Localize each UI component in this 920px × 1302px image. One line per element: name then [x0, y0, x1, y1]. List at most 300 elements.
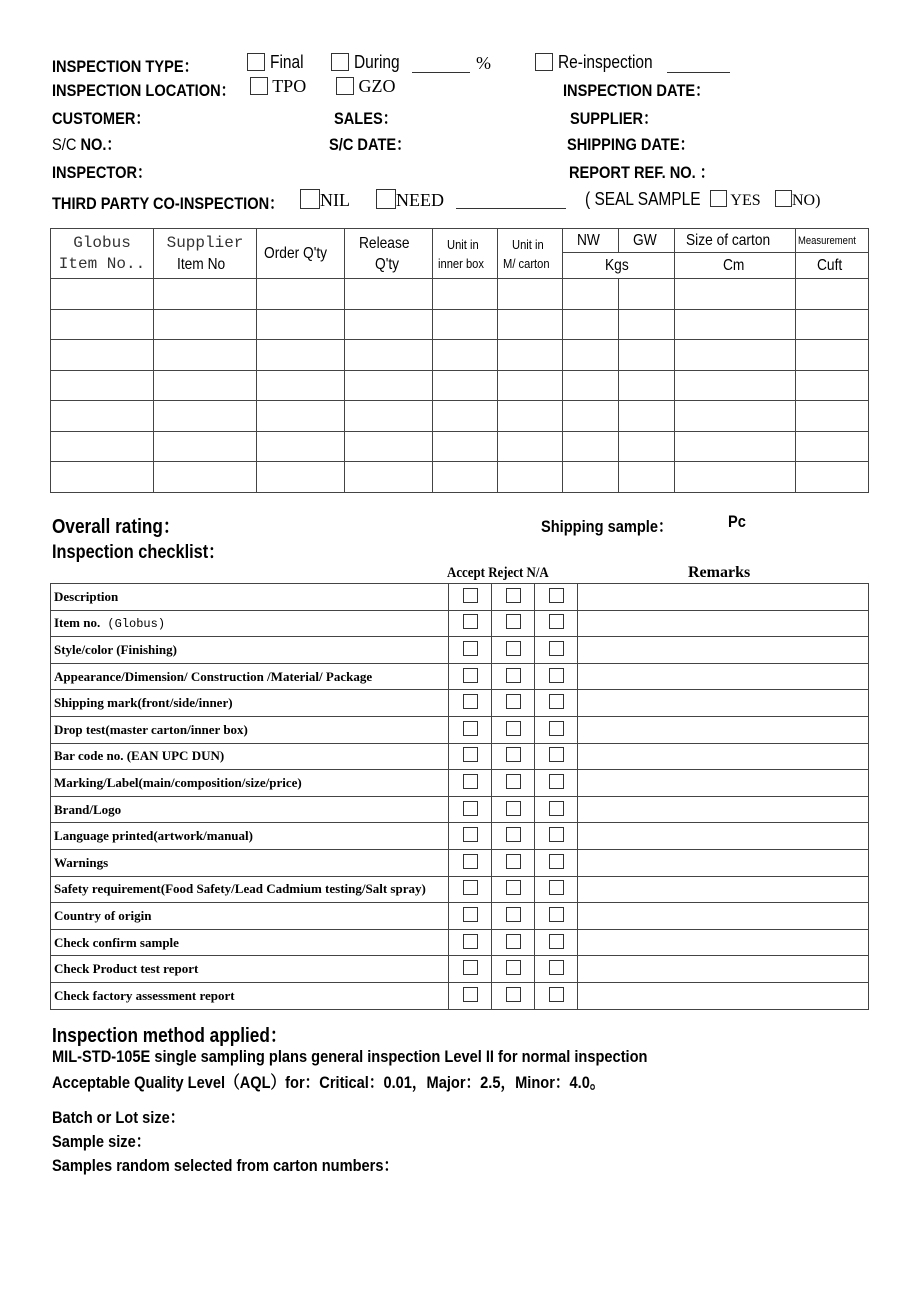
- checklist-item-label: [51, 663, 449, 690]
- checklist-item-label: [51, 982, 449, 1009]
- header-release-qty: [345, 229, 433, 279]
- accept-checkbox[interactable]: [463, 907, 478, 922]
- method-line-2-text: Acceptable Quality Level（AQL）for：Critical：0.01，Major：2.5，Minor：4.0。: [52, 1073, 605, 1092]
- item-cell[interactable]: [257, 340, 345, 371]
- checklist-item-text: Country of origin: [54, 907, 152, 923]
- accept-checkbox[interactable]: [463, 774, 478, 789]
- accept-checkbox[interactable]: [463, 827, 478, 842]
- item-cell[interactable]: [563, 431, 619, 462]
- checklist-item-text: Style/color (Finishing): [54, 641, 177, 657]
- remarks-cell[interactable]: [578, 770, 869, 797]
- remarks-cell[interactable]: [578, 743, 869, 770]
- need-label: NEED: [396, 190, 444, 210]
- third-party-row: [52, 189, 322, 214]
- report-ref-label: REPORT REF. NO. ：: [569, 163, 715, 182]
- method-title-text: Inspection method applied：: [52, 1025, 288, 1047]
- inspection-type-row: [52, 52, 222, 77]
- na-checkbox[interactable]: [549, 880, 564, 895]
- remarks-cell[interactable]: [578, 956, 869, 983]
- item-cell[interactable]: [433, 431, 498, 462]
- header-nw-text: NW: [577, 232, 601, 249]
- header-master-line2: M/ carton: [502, 255, 550, 271]
- report-ref-field[interactable]: [569, 158, 738, 183]
- item-cell[interactable]: [675, 462, 796, 493]
- reject-checkbox[interactable]: [506, 721, 521, 736]
- header-nw: [563, 229, 619, 253]
- checklist-na-cell: [535, 956, 578, 983]
- checklist-row: [51, 982, 869, 1009]
- supplier-label: SUPPLIER：: [570, 109, 658, 128]
- checklist-item-label: [51, 770, 449, 797]
- item-cell[interactable]: [51, 279, 154, 310]
- reject-checkbox[interactable]: [506, 880, 521, 895]
- sample-size-label: Sample size：: [52, 1132, 151, 1151]
- inspection-type-options: [247, 52, 309, 73]
- item-cell[interactable]: [154, 340, 257, 371]
- checklist-row: [51, 796, 869, 823]
- header-release-line2: Q'ty: [374, 255, 399, 273]
- checklist-reject-cell: [492, 849, 535, 876]
- item-cell[interactable]: [796, 462, 869, 493]
- checklist-na-cell: [535, 849, 578, 876]
- sc-date-field[interactable]: [329, 130, 424, 155]
- checklist-column-headers: [447, 565, 565, 582]
- checklist-accept-cell: [449, 637, 492, 664]
- sales-field[interactable]: [334, 104, 408, 129]
- customer-field[interactable]: [52, 104, 166, 129]
- checklist-accept-cell: [449, 690, 492, 717]
- item-cell[interactable]: [154, 401, 257, 432]
- item-cell[interactable]: [51, 431, 154, 462]
- header-globus-item-no: [51, 229, 154, 279]
- item-cell[interactable]: [796, 279, 869, 310]
- na-checkbox[interactable]: [549, 801, 564, 816]
- item-cell[interactable]: [433, 279, 498, 310]
- accept-checkbox[interactable]: [463, 641, 478, 656]
- checklist-item-label: [51, 876, 449, 903]
- checklist-reject-cell: [492, 584, 535, 611]
- checklist-na-cell: [535, 770, 578, 797]
- reject-checkbox[interactable]: [506, 987, 521, 1002]
- item-cell[interactable]: [51, 309, 154, 340]
- checklist-item-label: [51, 584, 449, 611]
- checklist-item-label: [51, 690, 449, 717]
- item-cell[interactable]: [345, 279, 433, 310]
- item-cell[interactable]: [498, 370, 563, 401]
- third-party-label: THIRD PARTY CO-INSPECTION：: [52, 194, 284, 213]
- na-checkbox[interactable]: [549, 721, 564, 736]
- accept-checkbox[interactable]: [463, 854, 478, 869]
- need-option: [376, 189, 444, 211]
- method-line-1-text: MIL-STD-105E single sampling plans general inspection Level II for normal inspection: [52, 1047, 648, 1066]
- item-cell[interactable]: [675, 370, 796, 401]
- tpo-checkbox[interactable]: [250, 77, 268, 95]
- item-cell[interactable]: [563, 340, 619, 371]
- header-cuft: [796, 253, 869, 279]
- item-cell[interactable]: [51, 370, 154, 401]
- seal-no-option: [775, 190, 820, 210]
- checklist-item-label: [51, 903, 449, 930]
- accept-checkbox[interactable]: [463, 801, 478, 816]
- header-cm-text: Cm: [722, 257, 744, 274]
- item-cell[interactable]: [433, 340, 498, 371]
- item-cell[interactable]: [154, 309, 257, 340]
- nil-checkbox[interactable]: [300, 189, 320, 209]
- remarks-cell[interactable]: [578, 663, 869, 690]
- header-order-qty-text: Order Q'ty: [263, 245, 327, 262]
- remarks-cell[interactable]: [578, 716, 869, 743]
- customer-label: CUSTOMER：: [52, 109, 151, 128]
- seal-sample-row: [585, 189, 719, 210]
- checklist-item-label: [51, 716, 449, 743]
- inspector-label: INSPECTOR：: [52, 163, 152, 182]
- na-checkbox[interactable]: [549, 614, 564, 629]
- checklist-na-cell: [535, 584, 578, 611]
- reject-checkbox[interactable]: [506, 907, 521, 922]
- remarks-cell[interactable]: [578, 903, 869, 930]
- checklist-na-cell: [535, 663, 578, 690]
- final-label: Final: [270, 52, 304, 72]
- header-cuft-text: Cuft: [817, 257, 843, 274]
- item-cell[interactable]: [796, 370, 869, 401]
- item-cell[interactable]: [154, 431, 257, 462]
- inspection-checklist-heading: [52, 537, 253, 564]
- during-checkbox[interactable]: [331, 53, 349, 71]
- seal-yes-option: [710, 190, 761, 210]
- item-cell[interactable]: [498, 309, 563, 340]
- checklist-row: [51, 716, 869, 743]
- seal-yes-checkbox[interactable]: [710, 190, 727, 207]
- col-remarks: Remarks: [688, 564, 751, 581]
- item-cell[interactable]: [433, 370, 498, 401]
- na-checkbox[interactable]: [549, 694, 564, 709]
- checklist-row: [51, 929, 869, 956]
- item-cell[interactable]: [675, 279, 796, 310]
- overall-rating-label: Overall rating：: [52, 516, 181, 538]
- item-cell[interactable]: [563, 401, 619, 432]
- item-cell[interactable]: [796, 340, 869, 371]
- need-checkbox[interactable]: [376, 189, 396, 209]
- na-checkbox[interactable]: [549, 668, 564, 683]
- checklist-accept-cell: [449, 876, 492, 903]
- reject-checkbox[interactable]: [506, 801, 521, 816]
- item-cell[interactable]: [675, 401, 796, 432]
- item-cell[interactable]: [619, 462, 675, 493]
- item-cell[interactable]: [619, 340, 675, 371]
- remarks-cell[interactable]: [578, 823, 869, 850]
- checklist-reject-cell: [492, 903, 535, 930]
- item-cell[interactable]: [51, 462, 154, 493]
- item-cell[interactable]: [796, 309, 869, 340]
- checklist-accept-cell: [449, 610, 492, 637]
- item-cell[interactable]: [563, 279, 619, 310]
- remarks-cell[interactable]: [578, 584, 869, 611]
- item-cell[interactable]: [498, 462, 563, 493]
- header-globus-line1: Globus: [73, 233, 131, 252]
- na-checkbox[interactable]: [549, 960, 564, 975]
- item-cell[interactable]: [433, 462, 498, 493]
- checklist-accept-cell: [449, 823, 492, 850]
- item-cell[interactable]: [675, 431, 796, 462]
- during-percent-field[interactable]: [412, 58, 470, 73]
- inspection-type-label: INSPECTION TYPE：: [52, 57, 199, 76]
- reject-checkbox[interactable]: [506, 854, 521, 869]
- accept-checkbox[interactable]: [463, 694, 478, 709]
- item-cell[interactable]: [796, 401, 869, 432]
- item-cell[interactable]: [675, 309, 796, 340]
- remarks-cell[interactable]: [578, 876, 869, 903]
- checklist-na-cell: [535, 903, 578, 930]
- item-cell[interactable]: [154, 279, 257, 310]
- checklist-reject-cell: [492, 929, 535, 956]
- header-measurement: [796, 229, 869, 253]
- na-checkbox[interactable]: [549, 774, 564, 789]
- header-master-line1: Unit in: [511, 236, 544, 252]
- item-row: [51, 401, 869, 432]
- item-cell[interactable]: [257, 279, 345, 310]
- checklist-row: [51, 743, 869, 770]
- header-inner-line2: inner box: [438, 255, 485, 271]
- item-cell[interactable]: [257, 370, 345, 401]
- checklist-accept-cell: [449, 663, 492, 690]
- checklist-reject-cell: [492, 690, 535, 717]
- checklist-accept-cell: [449, 903, 492, 930]
- checklist-reject-cell: [492, 610, 535, 637]
- item-cell[interactable]: [433, 309, 498, 340]
- item-cell[interactable]: [563, 309, 619, 340]
- item-cell[interactable]: [51, 340, 154, 371]
- inspector-field[interactable]: [52, 158, 168, 183]
- item-cell[interactable]: [563, 462, 619, 493]
- remarks-cell[interactable]: [578, 796, 869, 823]
- checklist-na-cell: [535, 982, 578, 1009]
- accept-checkbox[interactable]: [463, 588, 478, 603]
- seal-no-checkbox[interactable]: [775, 190, 792, 207]
- remarks-cell[interactable]: [578, 637, 869, 664]
- accept-checkbox[interactable]: [463, 934, 478, 949]
- checklist-na-cell: [535, 929, 578, 956]
- checklist-na-cell: [535, 690, 578, 717]
- col-na: N/A: [526, 565, 549, 581]
- header-cm: [675, 253, 796, 279]
- item-cell[interactable]: [619, 431, 675, 462]
- checklist-na-cell: [535, 743, 578, 770]
- na-checkbox[interactable]: [549, 907, 564, 922]
- header-supplier-line2: Item No: [176, 255, 226, 273]
- checklist-item-text: Check Product test report: [54, 961, 199, 977]
- item-cell[interactable]: [154, 370, 257, 401]
- method-line-1: [52, 1047, 744, 1067]
- header-supplier-line1: Supplier: [166, 233, 244, 252]
- reject-checkbox[interactable]: [506, 668, 521, 683]
- checklist-row: [51, 903, 869, 930]
- batch-lot-size-field[interactable]: [52, 1103, 206, 1128]
- tpo-option: [250, 76, 306, 97]
- carton-numbers-label: Samples random selected from carton numbers：: [52, 1156, 399, 1175]
- na-checkbox[interactable]: [549, 641, 564, 656]
- accept-checkbox[interactable]: [463, 747, 478, 762]
- checklist-item-label: [51, 796, 449, 823]
- reject-checkbox[interactable]: [506, 641, 521, 656]
- item-cell[interactable]: [619, 370, 675, 401]
- reject-checkbox[interactable]: [506, 960, 521, 975]
- reinspection-field[interactable]: [667, 58, 730, 73]
- na-checkbox[interactable]: [549, 854, 564, 869]
- item-cell[interactable]: [796, 431, 869, 462]
- checklist-item-text: Check confirm sample: [54, 934, 179, 950]
- seal-sample-label: ( SEAL SAMPLE: [585, 189, 701, 209]
- final-checkbox[interactable]: [247, 53, 265, 71]
- checklist-na-cell: [535, 716, 578, 743]
- remarks-cell[interactable]: [578, 849, 869, 876]
- na-checkbox[interactable]: [549, 747, 564, 762]
- reject-checkbox[interactable]: [506, 774, 521, 789]
- item-cell[interactable]: [498, 279, 563, 310]
- checklist-item-label: [51, 929, 449, 956]
- checklist-item-text: Appearance/Dimension/ Construction /Material/ Package: [54, 668, 373, 684]
- item-cell[interactable]: [257, 462, 345, 493]
- checklist-item-text: Item no.: [54, 615, 101, 631]
- checklist-na-cell: [535, 610, 578, 637]
- remarks-cell[interactable]: [578, 690, 869, 717]
- checklist-na-cell: [535, 823, 578, 850]
- checklist-row: [51, 690, 869, 717]
- na-checkbox[interactable]: [549, 588, 564, 603]
- reject-checkbox[interactable]: [506, 747, 521, 762]
- item-cell[interactable]: [563, 370, 619, 401]
- item-cell[interactable]: [345, 401, 433, 432]
- checklist-accept-cell: [449, 716, 492, 743]
- accept-checkbox[interactable]: [463, 987, 478, 1002]
- item-row: [51, 462, 869, 493]
- checklist-item-label: [51, 743, 449, 770]
- shipping-sample-unit-text: Pc: [728, 512, 746, 531]
- header-size-text: Size of carton: [686, 232, 771, 249]
- sample-size-field[interactable]: [52, 1127, 166, 1152]
- item-cell[interactable]: [619, 401, 675, 432]
- checklist-item-text: Description: [54, 588, 119, 604]
- remarks-cell[interactable]: [578, 982, 869, 1009]
- sales-label: SALES：: [334, 109, 398, 128]
- gzo-checkbox[interactable]: [336, 77, 354, 95]
- percent-sign: %: [476, 53, 491, 73]
- item-cell[interactable]: [345, 309, 433, 340]
- need-field[interactable]: [456, 194, 566, 209]
- checklist-item-label: [51, 956, 449, 983]
- carton-numbers-field[interactable]: [52, 1151, 454, 1176]
- reinspection-label: Re-inspection: [558, 52, 653, 72]
- checklist-item-label: [51, 637, 449, 664]
- accept-checkbox[interactable]: [463, 880, 478, 895]
- shipping-date-label: SHIPPING DATE：: [567, 135, 695, 154]
- accept-checkbox[interactable]: [463, 721, 478, 736]
- checklist-reject-cell: [492, 823, 535, 850]
- item-cell[interactable]: [433, 401, 498, 432]
- reject-checkbox[interactable]: [506, 588, 521, 603]
- na-checkbox[interactable]: [549, 934, 564, 949]
- header-release-line1: Release: [359, 234, 410, 252]
- inspection-date-label: INSPECTION DATE：: [563, 81, 710, 100]
- na-checkbox[interactable]: [549, 987, 564, 1002]
- item-cell[interactable]: [345, 431, 433, 462]
- reject-checkbox[interactable]: [506, 934, 521, 949]
- checklist-row: [51, 637, 869, 664]
- batch-lot-size-label: Batch or Lot size：: [52, 1108, 185, 1127]
- item-cell[interactable]: [675, 340, 796, 371]
- item-cell[interactable]: [498, 431, 563, 462]
- checklist-row: [51, 823, 869, 850]
- item-cell[interactable]: [51, 401, 154, 432]
- header-size-of-carton: [675, 229, 796, 253]
- checklist-row: [51, 610, 869, 637]
- item-cell[interactable]: [619, 309, 675, 340]
- item-cell[interactable]: [257, 401, 345, 432]
- supplier-field[interactable]: [570, 104, 672, 129]
- checklist-item-text: Check factory assessment report: [54, 987, 235, 1003]
- item-cell[interactable]: [257, 309, 345, 340]
- header-order-qty: [257, 229, 345, 279]
- header-measurement-text: Measurement: [798, 234, 857, 247]
- item-cell[interactable]: [345, 462, 433, 493]
- item-row: [51, 279, 869, 310]
- item-cell[interactable]: [498, 401, 563, 432]
- header-kgs-text: Kgs: [604, 257, 629, 274]
- shipping-sample-label: Shipping sample：: [541, 517, 673, 536]
- remarks-cell[interactable]: [578, 929, 869, 956]
- item-cell[interactable]: [154, 462, 257, 493]
- nil-option: [300, 189, 350, 211]
- sc-no-field[interactable]: [52, 130, 132, 155]
- checklist-row: [51, 584, 869, 611]
- checklist-na-cell: [535, 876, 578, 903]
- reinspection-checkbox[interactable]: [535, 53, 553, 71]
- checklist-item-label: [51, 610, 449, 637]
- accept-checkbox[interactable]: [463, 960, 478, 975]
- reinspection-option: [535, 52, 668, 73]
- header-gw-text: GW: [632, 232, 657, 249]
- inspection-location-label: INSPECTION LOCATION：: [52, 81, 236, 100]
- overall-rating-field[interactable]: [52, 510, 201, 539]
- item-row: [51, 340, 869, 371]
- checklist-item-text: Bar code no. (EAN UPC DUN): [54, 748, 225, 764]
- item-cell[interactable]: [498, 340, 563, 371]
- sc-no-label-suffix: NO.：: [76, 135, 122, 154]
- shipping-date-field[interactable]: [567, 130, 715, 155]
- na-checkbox[interactable]: [549, 827, 564, 842]
- item-cell[interactable]: [345, 370, 433, 401]
- item-cell[interactable]: [619, 279, 675, 310]
- reject-checkbox[interactable]: [506, 614, 521, 629]
- shipping-sample-field[interactable]: [541, 512, 694, 537]
- reject-checkbox[interactable]: [506, 827, 521, 842]
- remarks-cell[interactable]: [578, 610, 869, 637]
- item-row: [51, 370, 869, 401]
- checklist-reject-cell: [492, 716, 535, 743]
- item-cell[interactable]: [345, 340, 433, 371]
- during-option: [331, 52, 407, 73]
- nil-label: NIL: [320, 190, 350, 210]
- header-unit-inner-box: [433, 229, 498, 279]
- checklist-item-text: Marking/Label(main/composition/size/price): [54, 774, 302, 790]
- reject-checkbox[interactable]: [506, 694, 521, 709]
- col-accept: Accept: [447, 565, 485, 581]
- accept-checkbox[interactable]: [463, 614, 478, 629]
- seal-yes-label: YES: [730, 192, 761, 209]
- seal-no-label: NO): [792, 192, 821, 209]
- accept-checkbox[interactable]: [463, 668, 478, 683]
- inspection-date-field[interactable]: [563, 76, 734, 101]
- item-cell[interactable]: [257, 431, 345, 462]
